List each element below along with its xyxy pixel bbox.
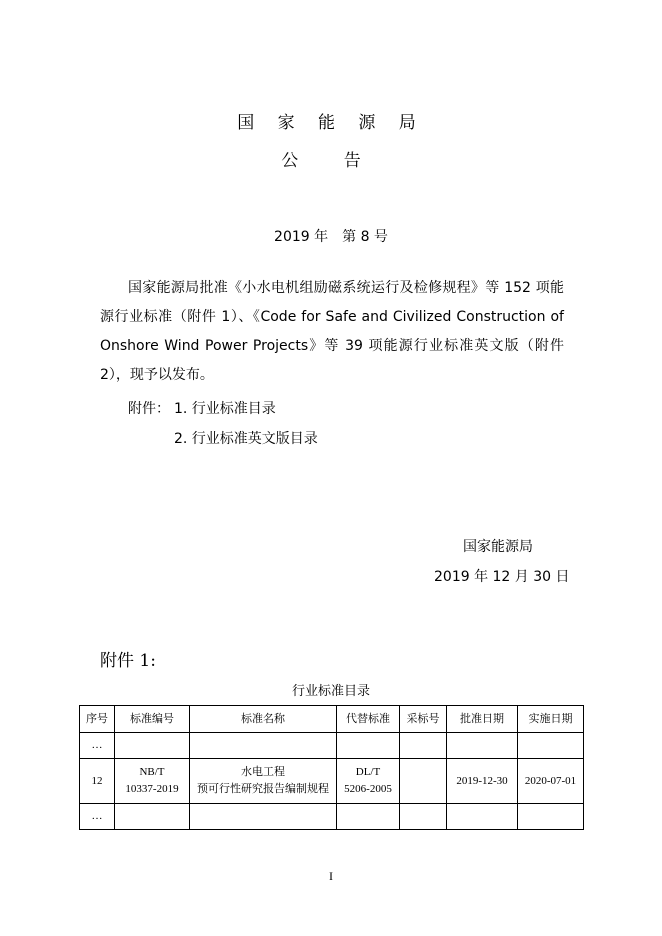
document-org-title: 国 家 能 源 局	[237, 113, 425, 133]
column-header: 采标号	[400, 706, 447, 733]
table-row	[80, 759, 584, 804]
adopted-cell	[400, 759, 447, 804]
ellipsis-cell: …	[80, 804, 115, 830]
table-header-row	[80, 706, 584, 733]
annex-label: 附件 1:	[100, 651, 156, 671]
column-header: 标准编号	[115, 706, 190, 733]
column-header: 代替标准	[337, 706, 400, 733]
seq-cell: 12	[80, 759, 115, 804]
page-number: I	[329, 869, 333, 883]
approval-date-cell: 2019-12-30	[447, 759, 518, 804]
replaced-line2: 5206-2005	[344, 783, 392, 795]
body-paragraph: 国家能源局批准《小水电机组励磁系统运行及检修规程》等 152 项能源行业标准（附件 1）、《Code for Safe and Civilized Construction of Onshore Wind Power Projects》等 39 项能源行业标准英文版（附件 2），现予以发布。	[100, 280, 564, 383]
document-number: 2019 年 第 8 号	[274, 229, 388, 245]
std-no-cell	[115, 759, 190, 804]
standards-table	[79, 705, 584, 830]
signature-org: 国家能源局	[463, 539, 533, 555]
replaced-std-cell	[337, 759, 400, 804]
attachments-label: 附件：	[128, 401, 170, 417]
std-name-cell	[190, 759, 337, 804]
table-row	[80, 733, 584, 759]
table-title: 行业标准目录	[291, 684, 370, 699]
replaced-line1: DL/T	[355, 766, 381, 778]
effective-date-cell: 2020-07-01	[518, 759, 584, 804]
column-header: 批准日期	[447, 706, 518, 733]
column-header: 序号	[80, 706, 115, 733]
std-no-line2: 10337-2019	[125, 783, 179, 795]
attachment-item-1: 1. 行业标准目录	[174, 401, 276, 417]
table-row	[80, 804, 584, 830]
std-no-line1: NB/T	[139, 766, 165, 778]
document-notice-title: 公 告	[281, 151, 381, 171]
column-header: 实施日期	[518, 706, 584, 733]
std-name-line1: 水电工程	[241, 766, 285, 778]
column-header: 标准名称	[190, 706, 337, 733]
ellipsis-cell: …	[80, 733, 115, 759]
attachment-item-2: 2. 行业标准英文版目录	[174, 431, 318, 447]
signature-date: 2019 年 12 月 30 日	[434, 569, 570, 585]
std-name-line2: 预可行性研究报告编制规程	[197, 783, 329, 795]
